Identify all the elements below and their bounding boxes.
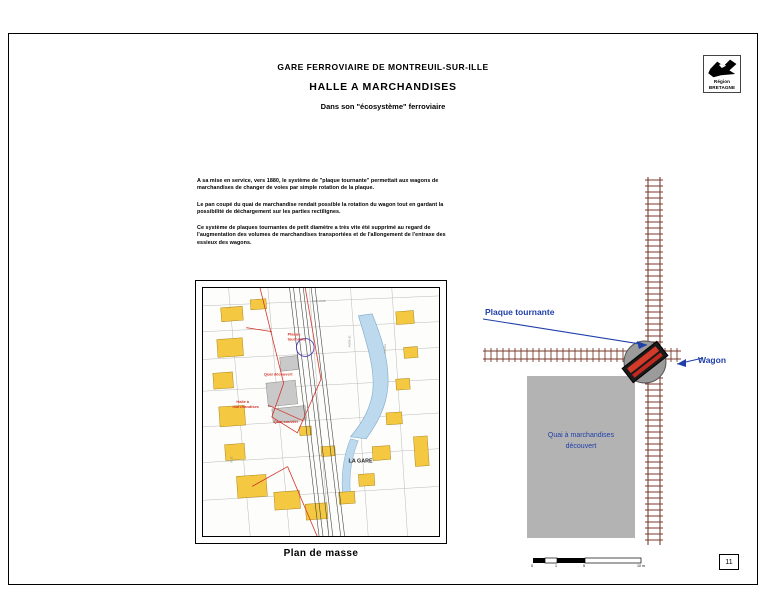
svg-text:AVENUE: AVENUE (347, 335, 352, 348)
quai-marchandises-block (527, 376, 635, 538)
scale-bar (533, 552, 645, 570)
scale-tick-0: 0 (531, 564, 533, 568)
map-label-halle: Halle à (236, 399, 250, 405)
scale-tick-1: 1 (555, 564, 557, 568)
site-plan-svg (203, 288, 439, 536)
site-plan-map (202, 287, 440, 537)
wagon-callout-label: Wagon (698, 355, 727, 365)
logo-line2: BRETAGNE (708, 84, 736, 90)
scale-tick-2: 5 (583, 564, 585, 568)
quai-marchandises-label (527, 430, 635, 452)
map-label-quai-couvert: Quai couvert (273, 418, 298, 424)
site-plan-frame (195, 280, 447, 544)
map-label-plaque2: tournante (287, 336, 306, 342)
paragraph-2: Le pan coupé du quai de marchandise rendait possible la rotation du wagon tout en gardant la possibilité de déchargement sur les parties rectilignes. (197, 201, 444, 215)
plaque-tournante-arrow (479, 299, 679, 359)
page-subtitle: Dans son "écosystème" ferroviaire (320, 102, 446, 111)
quai-label-line2: découvert (565, 443, 597, 450)
region-bretagne-logo (703, 55, 741, 93)
site-plan (195, 280, 447, 559)
page-number: 11 (719, 554, 739, 570)
plaque-tournante-callout-label: Plaque tournante (485, 307, 555, 317)
page-title-line1: GARE FERROVIAIRE DE MONTREUIL-SUR-ILLE (277, 62, 489, 72)
site-plan-caption: Plan de masse (283, 548, 359, 559)
body-text-block (197, 178, 447, 256)
wagon-arrow (669, 344, 709, 374)
map-label-plaque: Plaque (287, 331, 301, 337)
paragraph-1: A sa mise en service, vers 1880, le système de "plaque tournante" permettait aux wagons de marchandises de changer de voies par simple rotation de la plaque. (197, 178, 439, 192)
title-block (9, 62, 757, 111)
ermine-icon (707, 58, 739, 78)
paragraph-3: Ce système de plaques tournantes de petit diamètre a très vite été supprimé au regard de l'augmentation des volumes de marchandises transportées et de l'allongement de l'entraxe des essieux des wagons. (197, 225, 446, 246)
map-label-quai-decouvert: Quai découvert (263, 371, 293, 377)
scale-tick-3: 10 m (637, 564, 645, 568)
document-page (8, 33, 758, 585)
map-label-halle2: marchandises (232, 404, 259, 410)
logo-text (704, 79, 740, 90)
svg-text:SQUARE: SQUARE (313, 298, 326, 303)
page-title-line2: HALLE A MARCHANDISES (309, 81, 457, 93)
quai-label-line1: Quai à marchandises (547, 432, 615, 439)
svg-text:RUE: RUE (229, 456, 234, 463)
logo-line1: Région (713, 79, 731, 85)
map-label-la-gare: LA GARE (348, 458, 373, 465)
svg-text:CANAL: CANAL (382, 343, 387, 354)
